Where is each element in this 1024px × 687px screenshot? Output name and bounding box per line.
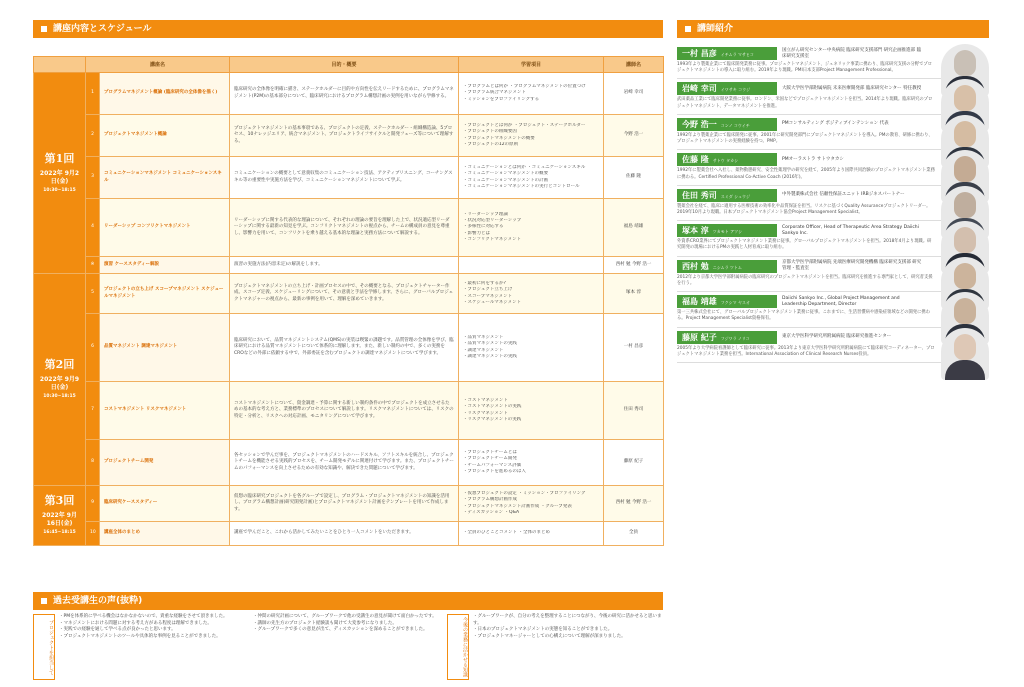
- instructor-kana: ニシムラ ツトム: [712, 264, 742, 270]
- course-title: プロジェクトの立ち上げ スコープマネジメント スケジュールマネジメント: [100, 274, 230, 314]
- voice-comment: ・プロジェクトマネージャーとしての心構えについて理解が深まりました。: [473, 633, 626, 639]
- instructor-name: [677, 153, 777, 166]
- session-date: 2022年 9月16日(金): [42, 512, 77, 528]
- instructor-affiliation: 東京大学医科学研究所附属病院 臨床研究推進センター: [782, 334, 892, 340]
- voice-comment: ・日本のプロジェクトマネジメントの実態を知ることができました。: [473, 627, 613, 633]
- square-icon: [685, 26, 691, 32]
- row-number: 7: [86, 382, 100, 440]
- instructor-bio: 製薬会社を経て、臨床に適用する医療技術の効率化や品質保証を担当。リスクに基づくQuality Assuranceプロジェクトリーダー。2019年10月より現職。日本プロジェクトマネジメント協会Project Management Specialist。: [677, 203, 931, 215]
- instructor-card: [677, 257, 989, 292]
- instructor-kana: フジワラ ノリコ: [720, 335, 750, 341]
- course-item: ・品質マネジメント: [463, 335, 504, 341]
- instructor-name: [677, 47, 777, 60]
- instructor-name-text: 佐藤 隆: [682, 154, 709, 165]
- instructor-name: [677, 224, 777, 237]
- course-description: コストマネジメントについて、資金調達・予算に関する新しい制約条件の中でプロジェクトを成立させるための基本的な考え方と、業務標準のプロセスについて解説します。リスクマネジメントについては、リスクの特定・分析と、リスクへの対応計画、モニタリングについて学びます。: [230, 382, 459, 440]
- instructor-card: [677, 328, 989, 363]
- instructor-kana: コンノ コウイチ: [720, 122, 750, 128]
- voice-comment: ・グループワークで多くの意見が出て、ディスカッションを深めることができました。: [253, 627, 428, 633]
- lecturer-name: 一村 昌彦: [604, 314, 664, 382]
- row-number: 3: [86, 157, 100, 199]
- schedule-heading-text: 講座内容とスケジュール: [53, 24, 152, 34]
- session-cell: [34, 486, 86, 546]
- course-item: ・リーダーシップ理論: [463, 212, 508, 218]
- course-item: ・プロジェクトチーム開発: [463, 456, 517, 462]
- instructor-name-text: 塚本 淳: [682, 225, 709, 236]
- course-items: [459, 73, 604, 115]
- instructor-name: [677, 118, 777, 131]
- table-row: [34, 274, 664, 314]
- instructor-bio: 2005年より大学病院看護師として臨床研究に従事。2013年より東京大学医科学研究所附属病院にて臨床研究コーディネーター、プロジェクトマネジメント業務を担当。International Association of Clinical Research Nurses役員。: [677, 345, 935, 357]
- course-items: [459, 257, 604, 274]
- photo-head-shape: [954, 50, 976, 76]
- voice-tag-2: 今後の業務に活かせる知識: [447, 614, 469, 680]
- session-label: 第3回: [44, 494, 75, 508]
- instructor-affiliation: PMオーラストラ サトウタカシ: [782, 156, 844, 162]
- instructor-bio: 1992年より製薬企業にて臨床開発に従事。2001年に研究開発部門にプロジェクトマネジメントを導入。PMの教育、研修に携わり、プロジェクトマネジメントの実務経験を持つ。PMP。: [677, 132, 933, 145]
- instructors-heading-text: 講師紹介: [697, 24, 734, 34]
- course-item: ・コストマネジメントの実践: [463, 404, 522, 410]
- course-item: ・プログラムとは何か ・プログラムマネジメントの位置づけ: [463, 84, 586, 90]
- course-title: プロジェクトマネジメント概論: [100, 115, 230, 157]
- session-date: 2022年 9月9日(金): [39, 376, 80, 392]
- course-item: ・コミュニケーションマネジメントの計画: [463, 177, 549, 183]
- instructor-card: [677, 150, 989, 185]
- instructor-name: [677, 331, 777, 344]
- course-item: ・リスクマネジメントの実践: [463, 416, 522, 422]
- instructor-bio: 2012年より京都大学医学部附属病院の臨床研究のプロジェクトマネジメントを担当。臨床研究を推進する専門家として、研究者支援を行う。: [677, 274, 933, 286]
- course-description: 各セッションで学んだ事を、プロジェクトマネジメントのハードスキル、ソフトスキルを統合し、プロジェクトチームを機能させる実践的プロセスを、チーム開発モデルに関連付けて学びます。また、プロジェクトチームのパフォーマンスを向上させるための有効な知識や、解決できた問題について学びます。: [230, 440, 459, 486]
- course-item: ・全員のひとことコメント ・全体のまとめ: [463, 530, 550, 536]
- session-date: 2022年 9月2日(金): [39, 169, 80, 185]
- course-item: ・ディスカッション ・Q&A: [463, 509, 520, 515]
- voice-column-2: [253, 614, 443, 680]
- lecturer-name: 塚本 淳: [604, 274, 664, 314]
- voice-comment: ・仲間の研究計画について、グループワークで他の受講生の意見が聞けて面白かったです。: [253, 614, 437, 619]
- header-blank: [34, 57, 86, 73]
- instructor-kana: イワサキ コウジ: [720, 87, 751, 93]
- table-row: [34, 115, 664, 157]
- lecturer-name: 藤原 紀子: [604, 440, 664, 486]
- table-row: [34, 440, 664, 486]
- table-row: [34, 73, 664, 115]
- instructor-card: [677, 221, 989, 256]
- instructor-name-text: 福島 靖雄: [682, 296, 717, 307]
- voice-comment: ・グループワークが、自分の考えを整理することにつながり、今後の研究に活かせると思います。: [473, 614, 662, 626]
- session-cell: [34, 73, 86, 274]
- course-item: ・リスクマネジメント: [463, 410, 508, 416]
- instructor-card: [677, 115, 989, 150]
- course-title: コストマネジメント リスクマネジメント: [100, 382, 230, 440]
- instructor-kana: イチムラ マサヒコ: [720, 52, 754, 57]
- course-items: [459, 157, 604, 199]
- schedule-heading: [33, 20, 663, 38]
- course-title: プロジェクトチーム開発: [100, 440, 230, 486]
- course-item: ・ミッションをプロファイリングする: [463, 96, 540, 102]
- instructor-bio: 1993年より製薬企業にて臨床開発業務に従事。プロジェクトマネジメント、ジェネリック事業に携わり、臨床研究支援の分野でプロジェクトマネジメントの導入に取り組む。2019年より現職。PMI日本支部Project Management Professional。: [677, 62, 932, 74]
- instructors-section: [677, 20, 989, 363]
- photo-head-shape: [954, 298, 976, 324]
- course-title: リーダーシップ コンフリクトマネジメント: [100, 199, 230, 257]
- course-item: ・コンフリクトマネジメント: [463, 236, 522, 242]
- session-label: 第2回: [44, 358, 75, 372]
- course-item: ・プロジェクトを進めるのは人: [463, 468, 526, 474]
- table-header-row: [34, 57, 664, 73]
- course-item: ・多様性に対応する: [463, 224, 504, 230]
- col-header-course: 講座名: [86, 57, 230, 73]
- session-time: 16:45~18:15: [43, 530, 76, 536]
- instructor-kana: スミダ シュウジ: [720, 193, 750, 199]
- instructor-kana: フクシマ ヤスオ: [720, 300, 750, 306]
- course-description: 臨床研究の全体像を明確に描き、ステークホルダーに目的や方向性を伝えリードするために、プログラムマネジメント(P2M)の基本部分について、臨床研究におけるプログラム構想計画の実例を用いながら学修する。: [230, 73, 459, 115]
- session-time: 10:30~18:15: [43, 187, 76, 193]
- photo-head-shape: [954, 334, 976, 360]
- lecturer-name: 西村 勉 今野 浩一: [604, 257, 664, 274]
- instructor-card: [677, 44, 989, 79]
- course-items: [459, 486, 604, 522]
- table-row: [34, 199, 664, 257]
- course-item: ・仮想プロジェクトの設定 ・ミッション・プロファイリング: [463, 491, 586, 497]
- course-item: ・品質マネジメントの実践: [463, 341, 517, 347]
- course-description: 演習の実施方法(内容未定)の解説をします。: [230, 257, 459, 274]
- instructor-name-text: 一村 昌彦: [682, 48, 717, 58]
- course-item: ・スケジュールマネジメント: [463, 299, 522, 305]
- course-description: 仮想の臨床研究プロジェクトを各グループで設定し、プログラム・プロジェクトマネジメントの知識を活用し、プログラム構想計画(研究開発計画)とプロジェクトマネジメント計画をテンプレートを用いて作成します。: [230, 486, 459, 522]
- instructor-affiliation: PMコンサルティング ポジティブインテンション 代表: [782, 121, 889, 127]
- course-item: ・コミュニケーションマネジメントの実行とコントロール: [463, 183, 580, 189]
- voice-comment: ・PMを体系的に学べる機会はなかなかないので、貴重な経験をさせて頂きました。: [59, 614, 228, 619]
- table-row: [34, 157, 664, 199]
- instructor-affiliation: 京都大学医学部附属病院 先端医療研究開発機構 臨床研究支援部 研究管理・監査室: [782, 260, 922, 272]
- voices-section: [33, 592, 663, 680]
- schedule-section: [33, 20, 663, 546]
- col-header-lecturer: 講師名: [604, 57, 664, 73]
- session-cell: [34, 274, 86, 486]
- instructor-list: [677, 44, 989, 363]
- col-header-items: 学習項目: [459, 57, 604, 73]
- row-number: 10: [86, 522, 100, 546]
- course-title: 臨床研究ケーススタディー: [100, 486, 230, 522]
- row-number: 5: [86, 274, 100, 314]
- instructor-name: [677, 260, 777, 273]
- photo-body-shape: [945, 360, 985, 380]
- instructor-affiliation: 大阪大学医学部附属病院 未来医療開発部 臨床研究センター 特任教授: [782, 86, 922, 92]
- instructors-heading: [677, 20, 989, 38]
- instructor-name-text: 西村 勉: [682, 260, 709, 271]
- course-title: プログラムマネジメント概論 (臨床研究の全体像を描く): [100, 73, 230, 115]
- instructor-affiliation: Corporate Officer, Head of Therapeutic Area Strategy Daiichi Sankyo Inc.: [782, 224, 919, 236]
- voices-heading: [33, 592, 663, 610]
- col-header-purpose: 目的・概要: [230, 57, 459, 73]
- course-item: ・プロジェクトの12の原則: [463, 141, 519, 147]
- instructor-bio: 1992年に製薬会社へ入社し、薬物動態研究、安全性薬理学の研究を経て、2005年より国際共同治験のプロジェクトマネジメント業務に携わる。Certified Professional Co-Active Coach (2016年)。: [677, 168, 935, 180]
- instructor-name: [677, 189, 777, 202]
- course-item: ・最初に何をするか?: [463, 281, 506, 287]
- row-number: 2: [86, 115, 100, 157]
- course-item: ・コミュニケーションマネジメントの概要: [463, 171, 549, 177]
- voice-comment: ・マネジメントにおける問題に対する考え方がある程度は理解できました。: [59, 620, 212, 626]
- course-item: ・プロジェクトマネジメント計画作成 ・グループ発表: [463, 503, 572, 509]
- schedule-table: [33, 56, 664, 546]
- instructor-bio: 外資系CRO業界にてプロジェクトマネジメント業務に従事。グローバルプロジェクトマネジメントを担当。2018年4月より現職。研究開発の現場におけるPMの実践と人材育成に取り組む。: [677, 239, 932, 251]
- course-items: [459, 440, 604, 486]
- instructor-name-text: 藤原 紀子: [682, 331, 717, 342]
- lecturer-name: 岩崎 幸司: [604, 73, 664, 115]
- instructor-kana: サトウ タカシ: [712, 158, 739, 164]
- course-title: 演習 ケーススタディー解説: [100, 257, 230, 274]
- photo-head-shape: [954, 121, 976, 147]
- instructor-card: [677, 186, 989, 221]
- course-item: ・プロジェクトの組織要因: [463, 129, 517, 135]
- table-row: [34, 522, 664, 546]
- lecturer-name: 今野 浩一: [604, 115, 664, 157]
- row-number: 9: [86, 486, 100, 522]
- course-description: リーダーシップに関する代表的な理論について、それぞれの理論の要旨を理解した上で、状況適応型リーダーシップに関する最新の知見を学ぶ。コンフリクトマネジメントの視点から、チームの構成員の意見を尊重し、影響力を用いて、コンフリクトを乗り越える基本的な理論と実務方法について解説する。: [230, 199, 459, 257]
- voices-body: [33, 614, 663, 680]
- photo-head-shape: [954, 263, 976, 289]
- instructor-card: [677, 79, 989, 114]
- instructor-bio: 第一三共株式会社にて、グローバルプロジェクトマネジメント業務に従事。これまでに、生活習慣病や感染症領域などの開発に携わる。Project Management Specialist資格保有。: [677, 310, 930, 322]
- course-item: ・プロジェクトとは何か ・プロジェクト・ステークホルダー: [463, 123, 586, 129]
- course-item: ・影響力とは: [463, 230, 491, 236]
- instructor-card: [677, 292, 989, 327]
- instructor-name-text: 住田 秀司: [682, 189, 717, 200]
- lecturer-name: 西村 勉 今野 浩一: [604, 486, 664, 522]
- instructor-affiliation: 中外製薬株式会社 信頼性保証ユニット IRBジネスパートナー: [782, 192, 905, 198]
- course-description: プロジェクトマネジメントの基本事項である、プロジェクトの定義、ステークホルダー・組織構造論、5プロセス、10ナレッジエリア、統合マネジメント、プロジェクトライフサイクルと開発フェーズ等について理解する。: [230, 115, 459, 157]
- photo-head-shape: [954, 192, 976, 218]
- course-items: [459, 522, 604, 546]
- course-item: ・プロジェクトマネジメントの概要: [463, 135, 535, 141]
- course-items: [459, 199, 604, 257]
- square-icon: [41, 598, 47, 604]
- table-row: [34, 314, 664, 382]
- session-time: 10:30~18:15: [43, 394, 76, 400]
- instructor-name-text: 今野 浩一: [682, 118, 717, 129]
- course-description: 講座で学んだこと、これから活かしてみたいことをひとり一人コメントをいただきます。: [230, 522, 459, 546]
- course-item: ・プログラム統合マネジメント: [463, 90, 526, 96]
- instructor-name-text: 岩崎 幸司: [682, 83, 717, 94]
- voice-comment: ・実践での経験を通して学べる点が良かったと思います。: [59, 627, 176, 633]
- voice-comment: ・プロジェクトマネジメントのツールや具体的な事例を見ることができました。: [59, 633, 221, 639]
- course-item: ・状況対応型リーダーシップ: [463, 218, 522, 224]
- course-items: [459, 115, 604, 157]
- table-row: [34, 486, 664, 522]
- course-item: ・プロジェクトチームとは: [463, 450, 517, 456]
- course-item: ・コミュニケーションとは何か ・コミュニケーションスキル: [463, 165, 586, 171]
- instructor-kana: ツカモト アツシ: [712, 229, 743, 235]
- course-item: ・コストマネジメント: [463, 398, 508, 404]
- course-title: コミュニケーションマネジメント コミュニケーションスキル: [100, 157, 230, 199]
- schedule-body: [34, 73, 664, 546]
- row-number: 6: [86, 314, 100, 382]
- course-items: [459, 314, 604, 382]
- lecturer-name: 佐藤 隆: [604, 157, 664, 199]
- course-title: 品質マネジメント 調達マネジメント: [100, 314, 230, 382]
- voice-column-1: [59, 614, 249, 680]
- photo-head-shape: [954, 156, 976, 182]
- course-description: 臨床研究において、品質マネジメントシステム(QMS)の実装は喫緊の課題です。品質管理の全体像を学び、臨床研究における品質マネジメントについて体系的に理解します。また、新しい制約の中で、多くの実務をCROなどの外部に依頼する中で、外部委託を含むプロジェクトの調達マネジメントについて学びます。: [230, 314, 459, 382]
- voice-tag-1: プロジェクトを担当して: [33, 614, 55, 680]
- square-icon: [41, 26, 47, 32]
- voices-heading-text: 過去受講生の声(抜粋): [53, 596, 143, 606]
- instructor-affiliation: Daiichi Sankyo Inc., Global Project Management and Leadership Department, Director: [782, 295, 900, 307]
- course-items: [459, 274, 604, 314]
- course-item: ・チームパフォーマンス評価: [463, 462, 522, 468]
- voice-comment: ・講師の先生方のプロジェクト経験談も聞けて大変参考になりました。: [253, 620, 397, 626]
- photo-head-shape: [954, 227, 976, 253]
- instructor-bio: 武田薬品工業にて臨床開発業務に従事。ロンドン、米国などでプロジェクトマネジメントを担当。2014年より現職。臨床研究のプロジェクトマネジメント、データマネジメントを推進。: [677, 97, 933, 109]
- instructor-photo: [941, 328, 989, 380]
- table-row: [34, 257, 664, 274]
- course-item: ・スコープマネジメント: [463, 293, 513, 299]
- lecturer-name: 住田 秀司: [604, 382, 664, 440]
- course-description: コミュニケーションの概要として意義収集のコミュニケーション技法、アクティブリスニング、コーチングスキル等の重要性や実施方法を学び、コミュニケーションマネジメントについて学ぶ。: [230, 157, 459, 199]
- instructor-name: [677, 295, 777, 308]
- row-number: 4: [86, 199, 100, 257]
- session-label: 第1回: [44, 151, 75, 165]
- lecturer-name: 福島 靖雄: [604, 199, 664, 257]
- course-items: [459, 382, 604, 440]
- course-item: ・プログラム構想計画作成: [463, 497, 517, 503]
- course-item: ・調達マネジメントの実践: [463, 353, 517, 359]
- voice-column-3: [473, 614, 663, 680]
- instructor-affiliation: 国立がん研究センター中央病院 臨床研究支援部門 研究企画推進部 臨床研究支援室: [782, 47, 922, 59]
- course-description: プロジェクトマネジメントの立ち上げ・計画プロセスの中で、その概要となる、プロジェクトチャーター作成、スコープ定義、スケジューリングについて、その意義と手法を学修します。さらに、グローバルプロジェクトマネジャーの視点から、最新の事例を用いて、理解を深めていきます。: [230, 274, 459, 314]
- course-title: 講座全体のまとめ: [100, 522, 230, 546]
- course-item: ・プロジェクト立ち上げ: [463, 287, 513, 293]
- row-number: ※: [86, 257, 100, 274]
- row-number: 8: [86, 440, 100, 486]
- course-item: ・調達マネジメント: [463, 347, 504, 353]
- row-number: 1: [86, 73, 100, 115]
- instructor-name: [677, 82, 777, 95]
- lecturer-name: 全員: [604, 522, 664, 546]
- photo-head-shape: [954, 85, 976, 111]
- table-row: [34, 382, 664, 440]
